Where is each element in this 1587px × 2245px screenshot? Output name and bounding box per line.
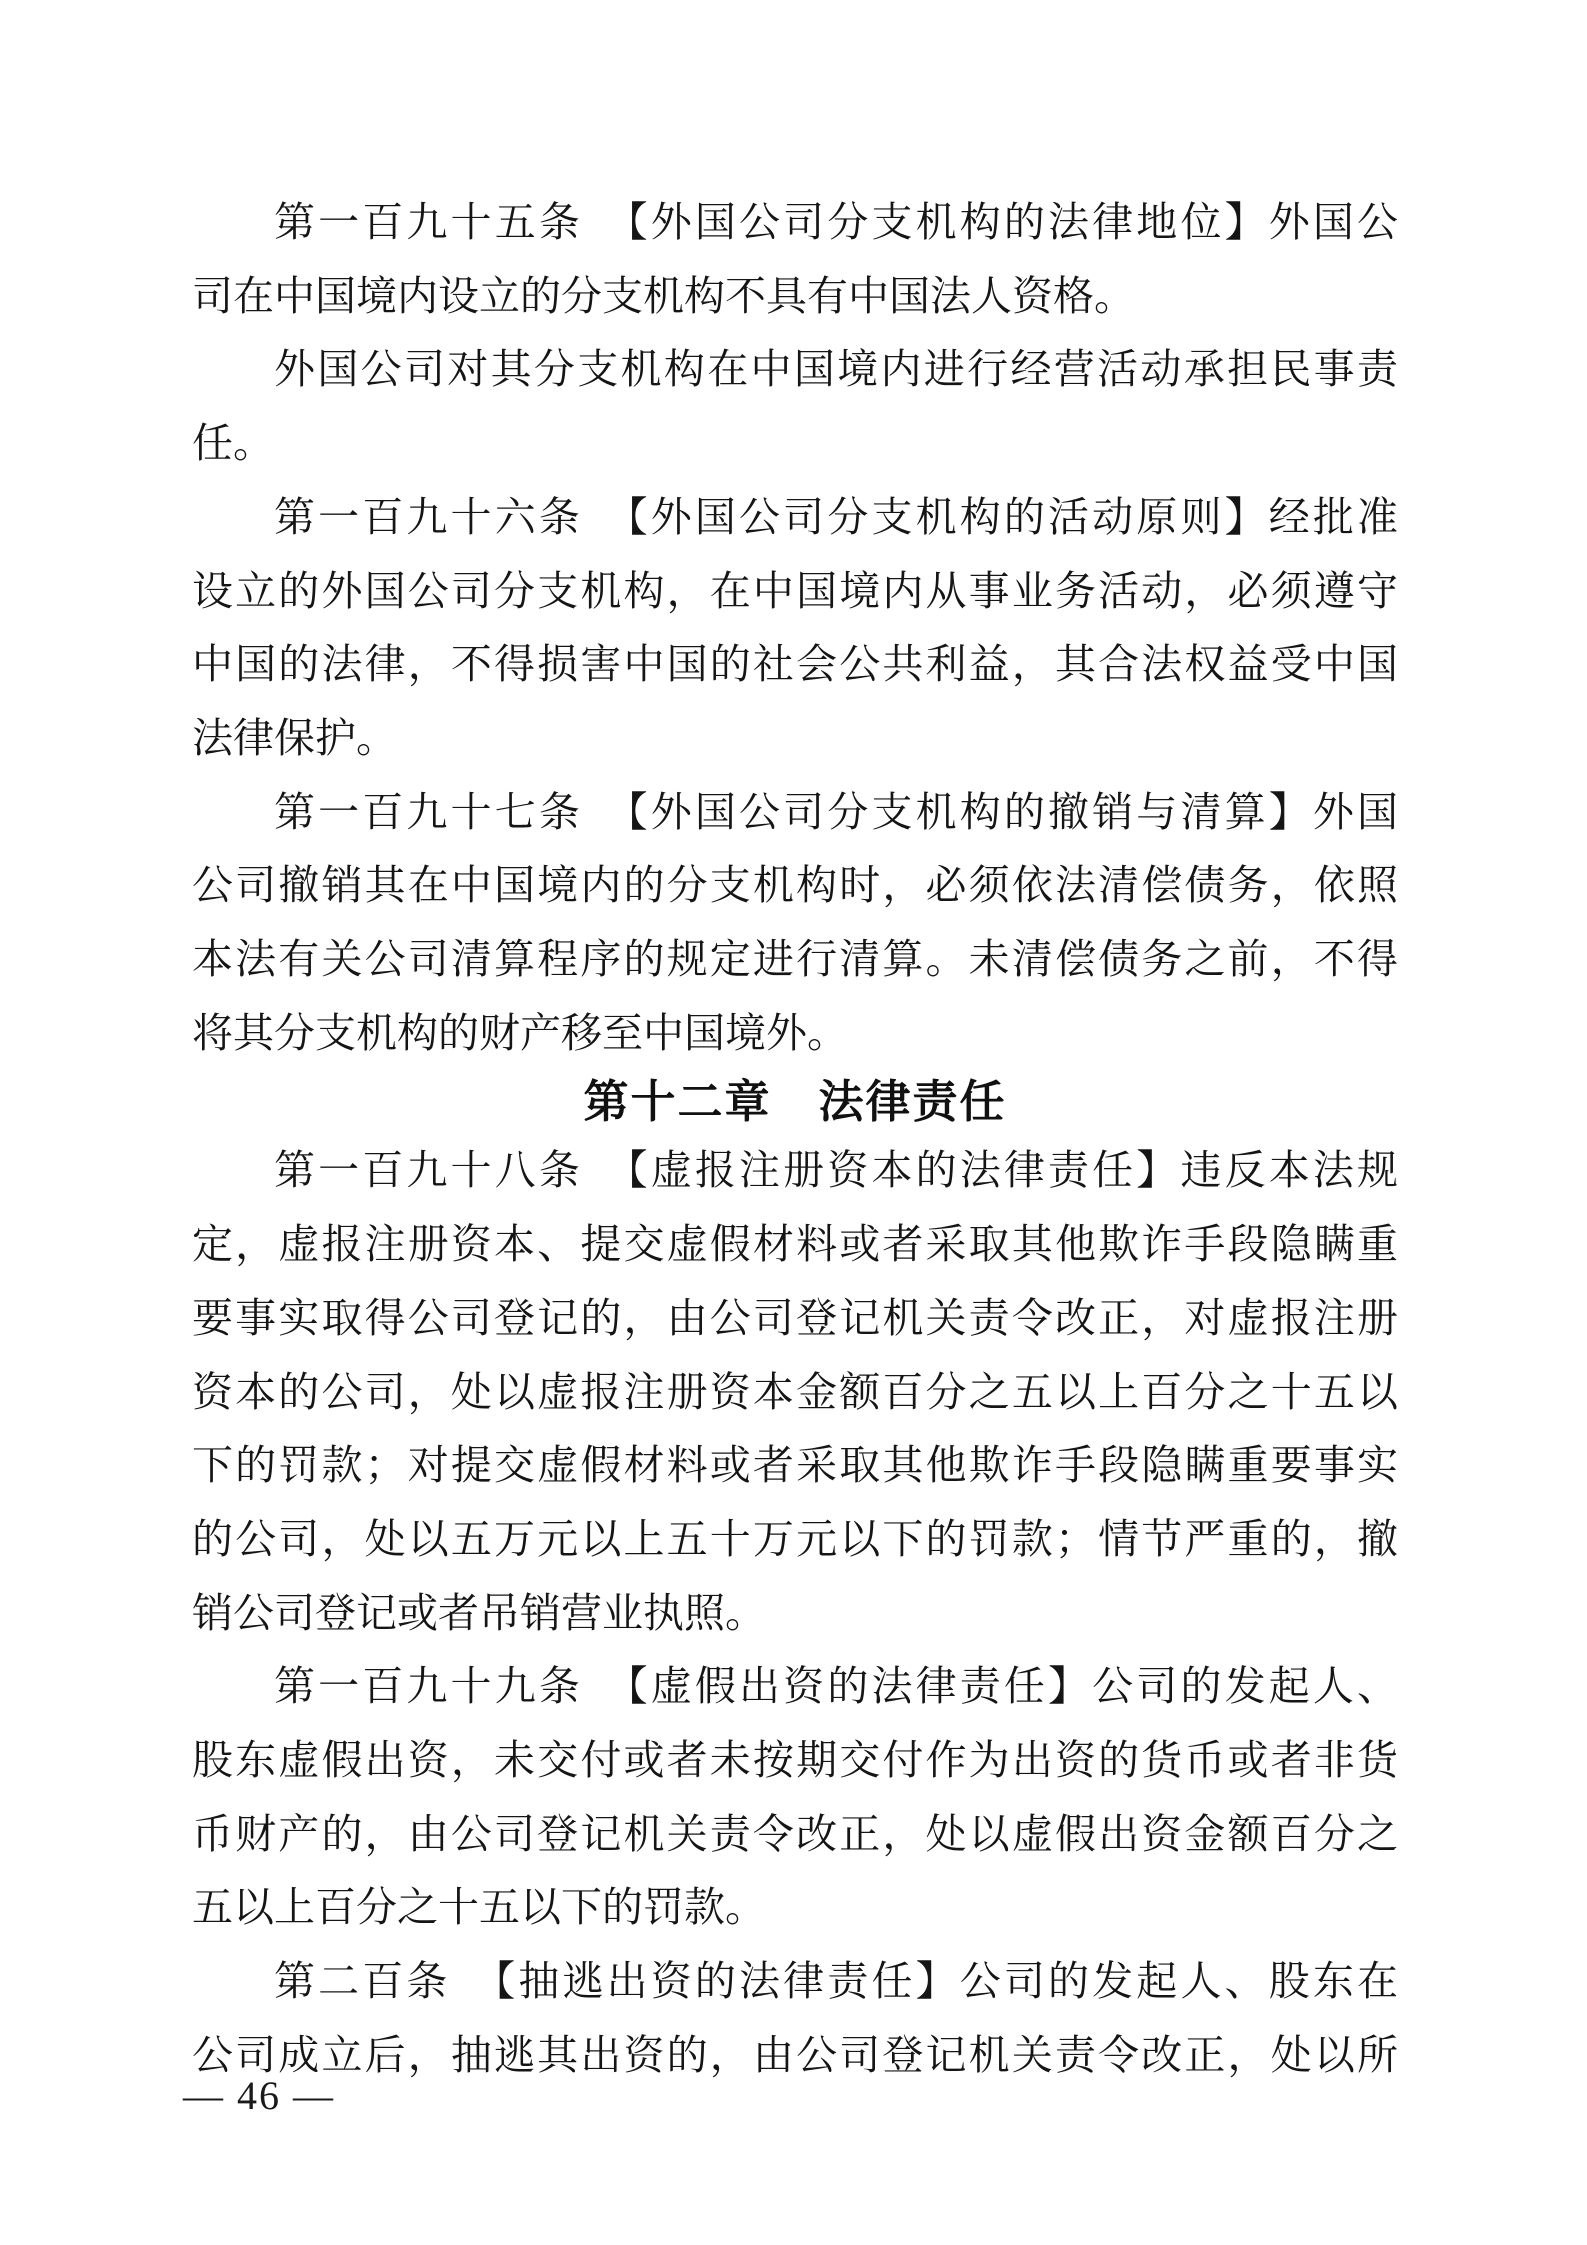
text-line: 法律保护。	[192, 714, 397, 761]
text-line: 第一百九十六条 【外国公司分支机构的活动原则】经批准	[274, 493, 1398, 540]
text-line: 任。	[192, 420, 274, 467]
text-line: 中国的法律，不得损害中国的社会公共利益，其合法权益受中国	[192, 641, 1398, 688]
text-line: 外国公司对其分支机构在中国境内进行经营活动承担民事责	[274, 346, 1398, 393]
chapter-heading: 第十二章 法律责任	[583, 1076, 1007, 1128]
text-line: 的公司，处以五万元以上五十万元以下的罚款；情节严重的，撤	[192, 1515, 1398, 1562]
text-line: 公司撤销其在中国境内的分支机构时，必须依法清偿债务，依照	[192, 862, 1398, 909]
text-line: 下的罚款；对提交虚假材料或者采取其他欺诈手段隐瞒重要事实	[192, 1442, 1398, 1489]
text-line: 要事实取得公司登记的，由公司登记机关责令改正，对虚报注册	[192, 1294, 1398, 1341]
text-line: 五以上百分之十五以下的罚款。	[192, 1884, 766, 1931]
text-line: 股东虚假出资，未交付或者未按期交付作为出资的货币或者非货	[192, 1737, 1398, 1784]
text-line: 资本的公司，处以虚报注册资本金额百分之五以上百分之十五以	[192, 1368, 1398, 1415]
text-line: 司在中国境内设立的分支机构不具有中国法人资格。	[192, 272, 1135, 319]
text-line: 第一百九十八条 【虚报注册资本的法律责任】违反本法规	[274, 1147, 1398, 1194]
text-line: 定，虚报注册资本、提交虚假材料或者采取其他欺诈手段隐瞒重	[192, 1221, 1398, 1268]
text-line: 币财产的，由公司登记机关责令改正，处以虚假出资金额百分之	[192, 1810, 1398, 1857]
text-line: 公司成立后，抽逃其出资的，由公司登记机关责令改正，处以所	[192, 2031, 1398, 2078]
text-line: 将其分支机构的财产移至中国境外。	[192, 1009, 848, 1056]
text-line: 第一百九十九条 【虚假出资的法律责任】公司的发起人、	[274, 1663, 1398, 1710]
text-line: 本法有关公司清算程序的规定进行清算。未清偿债务之前，不得	[192, 936, 1398, 983]
text-block	[192, 186, 1398, 2093]
text-line: 销公司登记或者吊销营业执照。	[192, 1589, 766, 1636]
page-number: — 46 —	[183, 2073, 335, 2118]
text-line: 设立的外国公司分支机构，在中国境内从事业务活动，必须遵守	[192, 567, 1398, 614]
text-line: 第二百条 【抽逃出资的法律责任】公司的发起人、股东在	[274, 1958, 1398, 2005]
text-line: 第一百九十七条 【外国公司分支机构的撤销与清算】外国	[274, 788, 1398, 835]
text-line: 第一百九十五条 【外国公司分支机构的法律地位】外国公	[274, 199, 1398, 245]
